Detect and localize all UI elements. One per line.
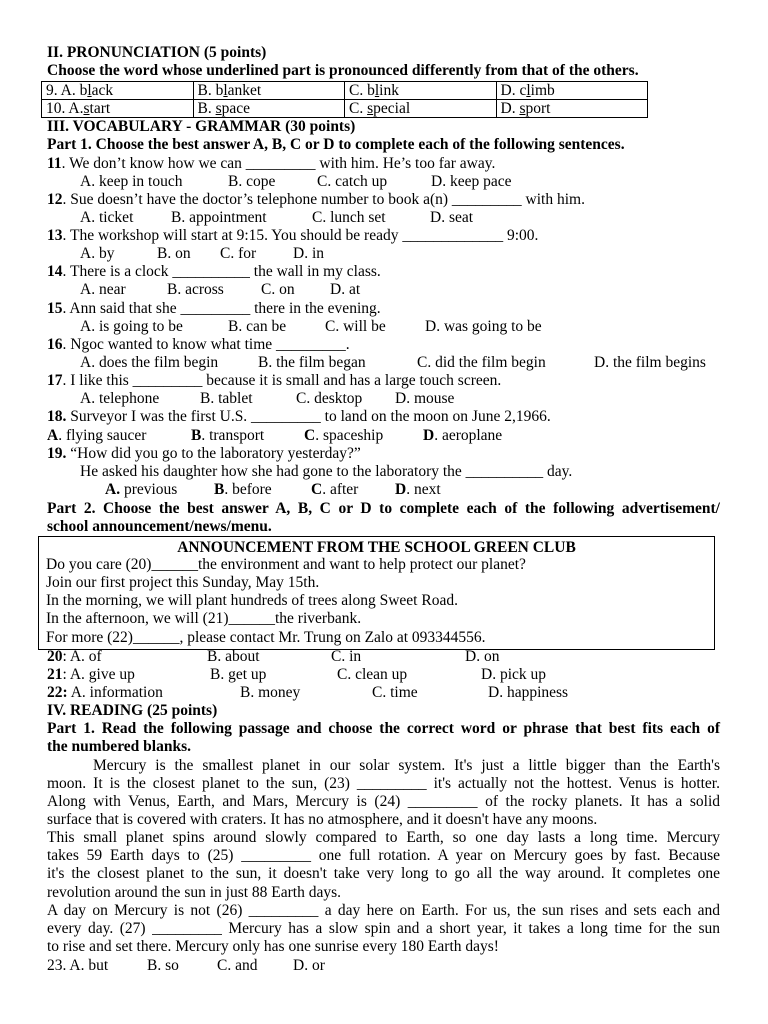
table-cell: B. blanket: [193, 82, 345, 100]
pronunciation-table: [41, 81, 648, 118]
reading-instruction-cont: the numbered blanks.: [47, 738, 191, 755]
option-b[interactable]: B. can be: [228, 318, 287, 335]
option-b[interactable]: B. money: [240, 684, 301, 701]
passage-line: revolution around the sun in just 88 Earth days.: [47, 884, 342, 901]
passage-line: it's the closest planet to the sun, it doesn't take very long to go all the way around. It completes one: [47, 865, 720, 882]
option-b[interactable]: B. about: [207, 648, 260, 665]
option-b[interactable]: B. the film began: [258, 354, 366, 371]
option-a[interactable]: A. telephone: [80, 390, 160, 407]
passage-line: to rise and set there. Mercury only has one sunrise every 180 Earth days!: [47, 938, 499, 955]
section-heading-pronunciation: II. PRONUNCIATION (5 points): [47, 44, 267, 61]
pronunciation-instruction: Choose the word whose underlined part is pronounced differently from that of the others.: [47, 62, 639, 79]
option-d[interactable]: D. keep pace: [431, 173, 512, 190]
announcement-line: In the afternoon, we will (21)______the riverbank.: [46, 610, 362, 627]
passage-line: surface that is covered with craters. It has no atmosphere, and it doesn't have any moons.: [47, 811, 598, 828]
option-d[interactable]: D. at: [330, 281, 361, 298]
question-11: 11. We don’t know how we can _________ with him. He’s too far away.: [47, 155, 496, 172]
announcement-line: Join our first project this Sunday, May 15th.: [46, 574, 320, 591]
option-a[interactable]: A. is going to be: [80, 318, 183, 335]
option-c[interactable]: C. will be: [325, 318, 386, 335]
option-a[interactable]: A. keep in touch: [80, 173, 183, 190]
announcement-box: [38, 536, 715, 650]
table-cell: 9. A. black: [42, 82, 194, 100]
question-20[interactable]: 20: A. of: [47, 648, 102, 665]
option-c[interactable]: C. time: [372, 684, 418, 701]
option-d[interactable]: D. pick up: [481, 666, 547, 683]
question-13: 13. The workshop will start at 9:15. You should be ready _____________ 9:00.: [47, 227, 539, 244]
part2-instruction: Part 2. Choose the best answer A, B, C or D to complete each of the following advertisement/: [47, 500, 720, 517]
option-a[interactable]: 23. A. but: [47, 957, 109, 974]
option-b[interactable]: B. across: [167, 281, 224, 298]
question-12: 12. Sue doesn’t have the doctor’s telephone number to book a(n) _________ with him.: [47, 191, 585, 208]
option-c[interactable]: C. desktop: [296, 390, 363, 407]
option-d[interactable]: D. seat: [430, 209, 474, 226]
table-cell: B. space: [193, 100, 345, 118]
announcement-line: Do you care (20)______the environment and want to help protect our planet?: [46, 556, 526, 573]
question-22[interactable]: 22: A. information: [47, 684, 163, 701]
announcement-line: In the morning, we will plant hundreds of trees along Sweet Road.: [46, 592, 458, 609]
table-cell: C. special: [345, 100, 497, 118]
table-cell: D. climb: [496, 82, 648, 100]
passage-line: Mercury is the smallest planet in our solar system. It's just a little bigger than the Earth's: [93, 757, 720, 774]
section-heading-reading: IV. READING (25 points): [47, 702, 218, 719]
question-14: 14. There is a clock __________ the wall in my class.: [47, 263, 381, 280]
table-cell: C. blink: [345, 82, 497, 100]
question-19-reported: He asked his daughter how she had gone to the laboratory the __________ day.: [80, 463, 573, 480]
option-c[interactable]: C. did the film begin: [417, 354, 546, 371]
option-b[interactable]: B. so: [147, 957, 179, 974]
option-c[interactable]: C. clean up: [337, 666, 408, 683]
option-d[interactable]: D. mouse: [395, 390, 455, 407]
question-17: 17. I like this _________ because it is small and has a large touch screen.: [47, 372, 502, 389]
option-c[interactable]: C. catch up: [317, 173, 388, 190]
part2-instruction-cont: school announcement/news/menu.: [47, 518, 272, 535]
option-a[interactable]: A. does the film begin: [80, 354, 219, 371]
option-d[interactable]: D. was going to be: [425, 318, 542, 335]
option-b[interactable]: B. appointment: [171, 209, 267, 226]
passage-line: every day. (27) _________ Mercury has a slow spin and a short year, it takes a long time for the sun: [47, 920, 720, 937]
reading-instruction: Part 1. Read the following passage and choose the correct word or phrase that best fits each of: [47, 720, 720, 737]
option-c[interactable]: C. after: [311, 481, 359, 498]
option-d[interactable]: D. happiness: [488, 684, 569, 701]
option-b[interactable]: B. cope: [228, 173, 276, 190]
option-d[interactable]: D. in: [293, 245, 324, 262]
table-cell: 10. A.start: [42, 100, 194, 118]
part1-instruction: Part 1. Choose the best answer A, B, C or D to complete each of the following sentences.: [47, 136, 625, 153]
announcement-title: ANNOUNCEMENT FROM THE SCHOOL GREEN CLUB: [177, 539, 576, 556]
option-a[interactable]: A. by: [80, 245, 115, 262]
option-d[interactable]: D. the film begins: [594, 354, 706, 371]
passage-line: moon. It is the closest planet to the sun, (23) _________ it's actually not the hottest. Venus is hotter.: [47, 775, 720, 792]
option-d[interactable]: D. or: [293, 957, 325, 974]
option-a[interactable]: A. flying saucer: [47, 427, 147, 444]
option-c[interactable]: C. and: [217, 957, 258, 974]
option-c[interactable]: C. spaceship: [304, 427, 384, 444]
option-a[interactable]: A. previous: [105, 481, 178, 498]
table-row: [42, 100, 648, 118]
table-row: [42, 82, 648, 100]
question-16: 16. Ngoc wanted to know what time _________.: [47, 336, 350, 353]
question-18: 18. Surveyor I was the first U.S. _________ to land on the moon on June 2,1966.: [47, 408, 551, 425]
option-d[interactable]: D. next: [395, 481, 441, 498]
question-19: 19. “How did you go to the laboratory yesterday?”: [47, 445, 361, 462]
option-a[interactable]: A. ticket: [80, 209, 134, 226]
passage-line: This small planet spins around slowly compared to Earth, so one day lasts a long time. Mercury: [47, 829, 720, 846]
passage-line: Along with Venus, Earth, and Mars, Mercury is (24) _________ of the rocky planets. It has a solid: [47, 793, 720, 810]
option-a[interactable]: A. near: [80, 281, 126, 298]
option-d[interactable]: D. aeroplane: [423, 427, 503, 444]
section-heading-vocabulary: III. VOCABULARY - GRAMMAR (30 points): [47, 118, 356, 135]
option-c[interactable]: C. in: [331, 648, 362, 665]
passage-line: takes 59 Earth days to (25) _________ one full rotation. A year on Mercury goes by fast. Because: [47, 847, 720, 864]
option-d[interactable]: D. on: [465, 648, 500, 665]
option-b[interactable]: B. before: [214, 481, 272, 498]
question-21[interactable]: 21: A. give up: [47, 666, 135, 683]
option-b[interactable]: B. tablet: [200, 390, 253, 407]
option-b[interactable]: B. get up: [210, 666, 267, 683]
table-cell: D. sport: [496, 100, 648, 118]
option-b[interactable]: B. on: [157, 245, 191, 262]
option-c[interactable]: C. for: [220, 245, 257, 262]
option-c[interactable]: C. on: [261, 281, 295, 298]
option-c[interactable]: C. lunch set: [312, 209, 386, 226]
announcement-line: For more (22)______, please contact Mr. Trung on Zalo at 093344556.: [46, 629, 486, 646]
option-b[interactable]: B. transport: [191, 427, 265, 444]
passage-line: A day on Mercury is not (26) _________ a day here on Earth. For us, the sun rises and sets each and: [47, 902, 720, 919]
question-15: 15. Ann said that she _________ there in the evening.: [47, 300, 381, 317]
